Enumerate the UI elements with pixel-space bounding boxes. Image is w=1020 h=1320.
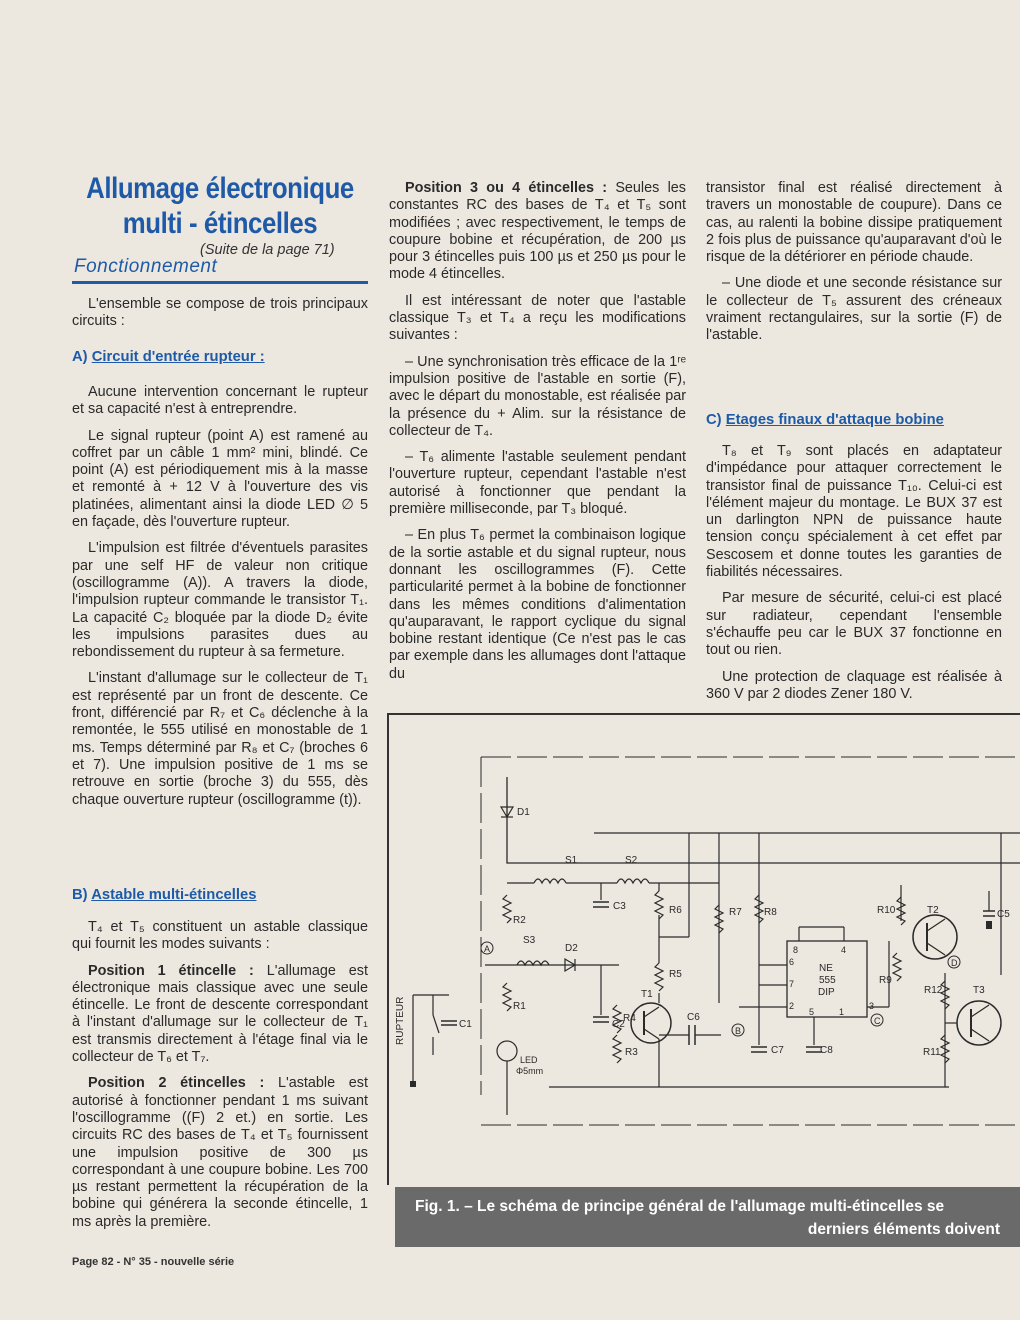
page-footer: Page 82 - N° 35 - nouvelle série	[72, 1256, 235, 1268]
label-c7: C7	[771, 1045, 784, 1056]
heading-a-text: Circuit d'entrée rupteur :	[91, 349, 265, 365]
label-c8: C8	[820, 1045, 833, 1056]
transistor-t2	[913, 915, 957, 959]
heading-a-letter: A)	[72, 349, 88, 365]
label-ic-555: 555	[819, 975, 836, 986]
paragraph-c3-3: T₈ et T₉ sont placés en adaptateur d'impédance pour attaquer correctement le transistor final de puissance T₁₀. Celui-ci est l'élément majeur du montage. Le BUX 37 est un darlington NPN de puissance haute tension conçu spécialement à cet effet par Sescosem et donne toutes les garanties de fiabilités nécessaires.	[706, 443, 1002, 581]
label-pin1: 1	[839, 1007, 845, 1017]
label-r3: R3	[625, 1047, 638, 1058]
resistor-r2	[503, 895, 511, 923]
label-c5: C5	[997, 909, 1010, 920]
label-pin7: 7	[789, 979, 795, 989]
paragraph-b1: T₄ et T₅ constituent un astable classique qui fournit les modes suivants :	[72, 919, 368, 953]
heading-b-letter: B)	[72, 887, 88, 903]
label-led: LED	[520, 1055, 538, 1065]
label-ic-dip: DIP	[818, 987, 835, 998]
label-pin2: 2	[789, 1001, 795, 1011]
column-3	[706, 180, 1002, 354]
section-rule	[72, 281, 368, 284]
label-r2: R2	[513, 915, 526, 926]
paragraph-c3-5: Une protection de claquage est réalisée à 360 V par 2 diodes Zener 180 V.	[706, 668, 1002, 702]
paragraph-c2-4: – T₆ alimente l'astable seulement pendant l'ouverture rupteur, cependant l'astable n'est autorisé à fonctionner que pendant la première milliseconde, par T₃ bloqué.	[389, 449, 686, 518]
led-symbol	[497, 1041, 517, 1061]
transistor-t3	[957, 1001, 1001, 1045]
title-line-2: multi - étincelles	[122, 207, 318, 240]
paragraph-b3	[72, 1075, 368, 1231]
heading-b	[72, 887, 256, 903]
label-r1: R1	[513, 1001, 526, 1012]
section-title: Fonctionnement	[74, 256, 218, 277]
label-r7: R7	[729, 907, 742, 918]
mode-3-label: Position 3 ou 4 étincelles :	[405, 180, 608, 196]
label-d2: D2	[565, 943, 578, 954]
label-pin6: 6	[789, 957, 795, 967]
column-1-a	[72, 384, 368, 818]
label-s2: S2	[625, 855, 638, 866]
resistor-r9	[893, 953, 901, 981]
figure-caption	[395, 1187, 1020, 1247]
heading-c-letter: C)	[706, 412, 722, 428]
title-line-1: Allumage électronique	[86, 172, 354, 205]
label-c6: C6	[687, 1012, 700, 1023]
label-c2: C2	[612, 1019, 625, 1030]
label-t2: T2	[927, 905, 939, 916]
transistor-t1	[631, 1003, 671, 1043]
label-r11: R11	[923, 1047, 941, 1058]
label-ic-ne: NE	[819, 963, 833, 974]
label-point-d: D	[951, 958, 958, 968]
label-c3: C3	[613, 901, 626, 912]
label-pin8: 8	[793, 945, 799, 955]
label-r10: R10	[877, 905, 896, 916]
label-s1: S1	[565, 855, 578, 866]
mode-2-text: L'astable est autorisé à fonctionner pendant 1 ms suivant l'oscillogramme ((F) 2 et.) en sortie. Les circuits RC des bases de T₄ et T₅ fournissent une impulsion positive de 300 µs correspondant à une coupure bobine. Les 700 µs restant permettent la récupération de la bobine qui générera la seconde étincelle, 1 ms après la première.	[72, 1075, 368, 1230]
column-1	[72, 296, 368, 340]
article-title	[82, 171, 357, 241]
resistor-r3	[613, 1035, 621, 1063]
label-point-a: A	[484, 944, 491, 954]
mode-3-text: Seules les constantes RC des bases de T₄ et T₅ sont modifiées ; avec respectivement, le temps de coupure bobine et récupération, de 200 µs pour 3 étincelles puis 100 µs et 250 µs pour le mode 4 étincelles.	[389, 180, 686, 283]
mode-2-label: Position 2 étincelles :	[88, 1075, 265, 1092]
circuit-schematic	[389, 715, 1020, 1185]
intro-paragraph: L'ensemble se compose de trois principaux circuits :	[72, 296, 368, 330]
paragraph-b2	[72, 963, 368, 1067]
label-r12: R12	[924, 985, 943, 996]
mode-1-text: L'allumage est électronique mais classique avec une seule étincelle. Le front de descente correspondant à l'instant d'allumage sur le collecteur de T₁ est transmis directement à l'étage final via le collecteur de T₆ et T₇.	[72, 962, 368, 1066]
label-r9: R9	[879, 975, 892, 986]
resistor-r1	[503, 983, 511, 1011]
label-r4: R4	[623, 1013, 636, 1024]
heading-c-text: Etages finaux d'attaque bobine	[725, 412, 944, 428]
label-pin5: 5	[809, 1007, 815, 1017]
label-d1: D1	[517, 807, 530, 818]
mode-1-label: Position 1 étincelle :	[88, 962, 254, 979]
caption-line-2: derniers éléments doivent	[807, 1221, 1000, 1238]
column-3-c	[706, 443, 1002, 712]
continued-note: (Suite de la page 71)	[200, 242, 335, 258]
label-led-size: Φ5mm	[516, 1066, 544, 1076]
resistor-r6	[655, 891, 663, 919]
paragraph-a1: Aucune intervention concernant le rupteur et sa capacité n'est à entreprendre.	[72, 384, 368, 418]
paragraph-c2-2: Il est intéressant de noter que l'astable classique T₃ et T₄ a reçu les modifications suivantes :	[389, 292, 686, 344]
label-pin3: 3	[869, 1001, 875, 1011]
label-c1: C1	[459, 1019, 472, 1030]
label-t3: T3	[973, 985, 985, 996]
heading-b-text: Astable multi-étincelles	[91, 887, 257, 903]
label-r8: R8	[764, 907, 777, 918]
label-s3: S3	[523, 935, 536, 946]
paragraph-c3-4: Par mesure de sécurité, celui-ci est placé sur radiateur, cependant l'ensemble s'échauffe peu car le BUX 37 fonctionne en tout ou rien.	[706, 590, 1002, 659]
paragraph-c2-5: – En plus T₆ permet la combinaison logique de la sortie astable et du signal rupteur, nous donnant les oscillogrammes (F). Cette particularité permet à la bobine de fonctionner dans les mêmes conditions d'alimentation qu'auparavant, le rapport cyclique du signal bobine restant identique (Ce n'est pas le cas par exemple dans les allumages dont l'attaque du	[389, 527, 686, 682]
column-1-b	[72, 919, 368, 1240]
label-pin4: 4	[841, 945, 847, 955]
coil-s1	[534, 879, 566, 883]
label-point-c: C	[874, 1016, 881, 1026]
paragraph-c2-1	[389, 180, 686, 284]
label-r5: R5	[669, 969, 682, 980]
paragraph-c2-3: – Une synchronisation très efficace de la 1ʳᵉ impulsion positive de l'astable en sortie (F), avec le départ du monostable, est réalisée par la présence du + Alim. sur la résistance de collecteur de T₄.	[389, 353, 686, 439]
paragraph-c3-1: transistor final est réalisé directement à travers un monostable de coupure). Dans ce cas, au ralenti la bobine dissipe pratiquement 2 fois plus de puissance qu'auparavant d'où le risque de la détériorer en période chaude.	[706, 180, 1002, 266]
heading-a	[72, 349, 265, 365]
coil-s2	[617, 879, 649, 883]
paragraph-c3-2: – Une diode et une seconde résistance sur le collecteur de T₅ assurent des créneaux vraiment rectangulaires, sur la sortie (F) de l'astable.	[706, 275, 1002, 344]
label-point-b: B	[735, 1026, 742, 1036]
paragraph-a3: L'impulsion est filtrée d'éventuels parasites par une self HF de valeur non critique (oscillogramme (A)). A travers la diode, l'impulsion rupteur commande le transistor T₁. La capacité C₂ bloquée par la diode D₂ évite les impulsions parasites dues au rebondissement du rupteur à sa fermeture.	[72, 540, 368, 661]
heading-c	[706, 412, 944, 428]
label-r6: R6	[669, 905, 682, 916]
paragraph-a2: Le signal rupteur (point A) est ramené au coffret par un câble 1 mm² mini, blindé. Ce point (A) est périodiquement mis à la masse et remonté à + 12 V à l'ouverture des vis platinées, alimentant ainsi la diode LED ∅ 5 en façade, dès l'ouverture rupteur.	[72, 427, 368, 531]
resistor-r5	[655, 963, 663, 991]
caption-line-1: Fig. 1. – Le schéma de principe général de l'allumage multi-étincelles se	[415, 1198, 945, 1215]
paragraph-a4: L'instant d'allumage sur le collecteur de T₁ est représenté par un front de descente. Ce front, différencié par R₇ et C₆ déclenche à la remontée, le 555 utilisé en monostable de 1 ms. Temps déterminé par R₈ et C₇ (broches 6 et 7). Une impulsion positive de 1 ms se retrouve en sortie (broche 3) du 555, dès chaque ouverture rupteur (oscillogramme (t)).	[72, 670, 368, 808]
label-rupteur: RUPTEUR	[395, 996, 406, 1045]
label-t1: T1	[641, 989, 653, 1000]
column-2	[389, 180, 686, 692]
